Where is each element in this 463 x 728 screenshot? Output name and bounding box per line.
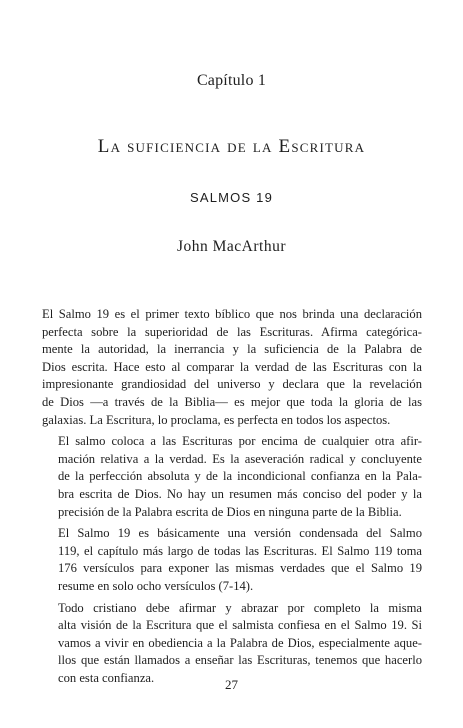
paragraph bbox=[42, 306, 422, 429]
text-line: llos que están llamados a enseñar las Escrituras, tenemos que hacerlo bbox=[58, 653, 422, 668]
text-line: alta visión de la Escritura que el salmista confiesa en el Salmo 19. Si bbox=[58, 618, 422, 633]
text-line: Todo cristiano debe afirmar y abrazar por completo la misma bbox=[58, 600, 422, 615]
chapter-label: Capítulo 1 bbox=[196, 72, 267, 89]
text-line: con esta confianza. bbox=[58, 670, 155, 685]
text-line: Dios escrita. Hace esto al comparar la verdad de las Escrituras con la bbox=[42, 359, 422, 374]
text-line: El Salmo 19 es básicamente una versión condensada del Salmo bbox=[58, 526, 422, 541]
scripture-reference: SALMOS 19 bbox=[189, 190, 274, 205]
paragraph bbox=[42, 433, 422, 521]
body-text bbox=[42, 306, 422, 691]
text-line: 176 versículos para exponer las mismas verdades que el Salmo 19 bbox=[58, 561, 422, 576]
text-line: impresionante grandiosidad del universo y declara que la revelación bbox=[42, 377, 422, 392]
text-line: bra escrita de Dios. No hay un resumen más conciso del poder y la bbox=[58, 486, 422, 501]
text-line: de la perfección absoluta y de la incondicional confianza en la Pala- bbox=[58, 469, 422, 484]
text-line: El Salmo 19 es el primer texto bíblico que nos brinda una declaración bbox=[42, 307, 422, 321]
author-name: John MacArthur bbox=[176, 238, 287, 255]
text-line: resume en solo ocho versículos (7-14). bbox=[58, 578, 254, 593]
text-line: vamos a vivir en obediencia a la Palabra de Dios, especialmente aque- bbox=[58, 635, 422, 650]
text-line: 119, el capítulo más largo de todas las Escrituras. El Salmo 119 toma bbox=[58, 543, 422, 558]
text-line: de Dios —a través de la Biblia— es mejor que toda la gloria de las bbox=[42, 394, 422, 409]
text-line: mente la autoridad, la inerrancia y la suficiencia de la Palabra de bbox=[42, 342, 422, 357]
text-line: mación relativa a la verdad. Es la aseveración radical y concluyente bbox=[58, 451, 422, 466]
chapter-title: La suficiencia de la Escritura bbox=[97, 136, 366, 157]
text-line: perfecta sobre la superioridad de las Escrituras. Afirma categórica- bbox=[42, 324, 422, 339]
paragraph bbox=[42, 600, 422, 688]
text-line: precisión de la Palabra escrita de Dios en ninguna parte de la Biblia. bbox=[58, 504, 402, 519]
text-line: El salmo coloca a las Escrituras por encima de cualquier otra afir- bbox=[58, 434, 422, 449]
text-line: galaxias. La Escritura, lo proclama, es perfecta en todos los aspectos. bbox=[42, 412, 391, 427]
page-number: 27 bbox=[225, 677, 238, 692]
paragraph bbox=[42, 525, 422, 595]
